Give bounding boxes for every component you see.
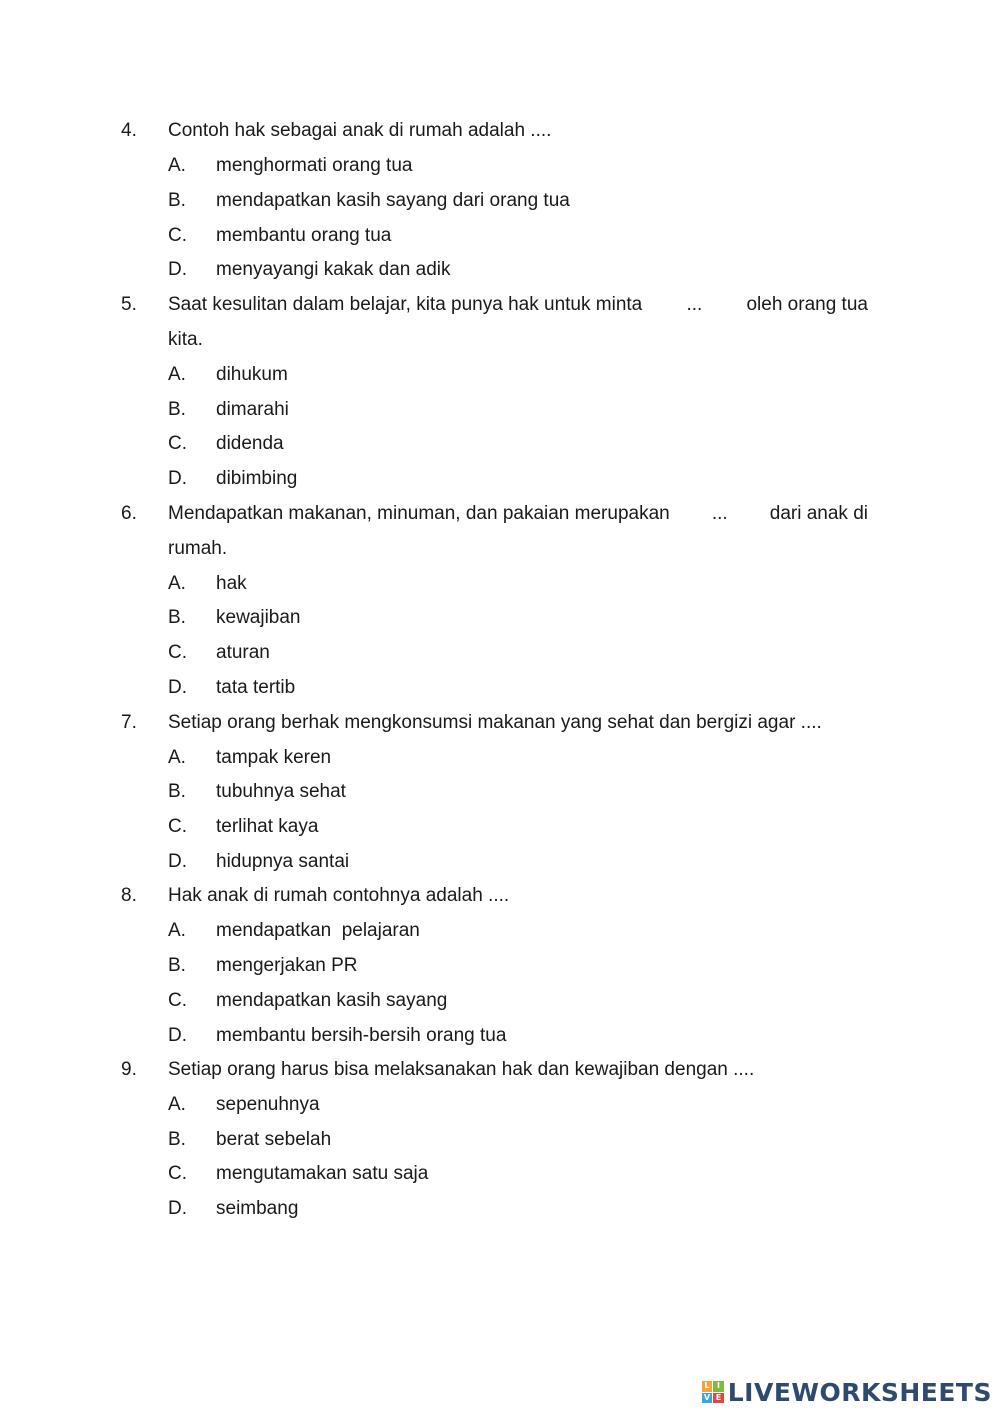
option-text: mendapatkan kasih sayang dari orang tua [216, 190, 570, 211]
logo-tile-l: L [702, 1381, 713, 1392]
option-letter: D. [168, 468, 187, 489]
option-letter: C. [168, 816, 187, 837]
option-text: mendapatkan kasih sayang [216, 990, 448, 1011]
option-text: hak [216, 573, 247, 594]
option-letter: D. [168, 851, 187, 872]
option-letter: B. [168, 190, 186, 211]
liveworksheets-logo [702, 1377, 992, 1407]
option-text: tampak keren [216, 747, 332, 768]
option-letter: D. [168, 1198, 187, 1219]
question-text-continuation: rumah. [168, 538, 228, 559]
option-text: menghormati orang tua [216, 155, 413, 176]
option-text: tata tertib [216, 677, 296, 698]
option-text: mendapatkan pelajaran [216, 920, 420, 941]
option-letter: C. [168, 225, 187, 246]
option-text: mengutamakan satu saja [216, 1163, 429, 1184]
option-text: berat sebelah [216, 1129, 332, 1150]
question-text-continuation: kita. [168, 329, 203, 350]
option-letter: B. [168, 955, 186, 976]
option-letter: A. [168, 920, 186, 941]
logo-tile-v: V [702, 1393, 713, 1404]
question-text-part: Saat kesulitan dalam belajar, kita punya hak untuk minta [168, 294, 643, 315]
question-blank: ... [686, 294, 703, 315]
option-text: membantu orang tua [216, 225, 392, 246]
logo-tile-e: E [713, 1393, 724, 1404]
option-letter: A. [168, 364, 186, 385]
option-letter: C. [168, 642, 187, 663]
question-number: 4. [121, 120, 137, 141]
option-text: kewajiban [216, 607, 301, 628]
question-number: 9. [121, 1059, 137, 1080]
option-letter: C. [168, 433, 187, 454]
option-letter: B. [168, 607, 186, 628]
question-text-part: oleh orang tua [746, 294, 868, 315]
question-number: 8. [121, 885, 137, 906]
option-text: didenda [216, 433, 284, 454]
question-text-part: Mendapatkan makanan, minuman, dan pakaian merupakan [168, 503, 670, 524]
question-text: Contoh hak sebagai anak di rumah adalah .... [168, 120, 552, 141]
option-text: dihukum [216, 364, 288, 385]
option-letter: C. [168, 1163, 187, 1184]
option-letter: B. [168, 1129, 186, 1150]
question-number: 5. [121, 294, 137, 315]
option-text: mengerjakan PR [216, 955, 358, 976]
option-text: seimbang [216, 1198, 299, 1219]
option-text: menyayangi kakak dan adik [216, 259, 451, 280]
question-blank: ... [711, 503, 728, 524]
option-text: sepenuhnya [216, 1094, 320, 1115]
option-text: terlihat kaya [216, 816, 319, 837]
option-text: membantu bersih-bersih orang tua [216, 1025, 507, 1046]
option-text: aturan [216, 642, 270, 663]
option-text: tubuhnya sehat [216, 781, 346, 802]
question-text [168, 497, 868, 532]
option-letter: B. [168, 399, 186, 420]
option-letter: A. [168, 747, 186, 768]
option-letter: C. [168, 990, 187, 1011]
liveworksheets-logo-icon [702, 1381, 724, 1403]
liveworksheets-logo-text: LIVEWORKSHEETS [727, 1377, 992, 1407]
question-text: Setiap orang harus bisa melaksanakan hak dan kewajiban dengan .... [168, 1059, 755, 1080]
option-letter: D. [168, 1025, 187, 1046]
option-letter: A. [168, 573, 186, 594]
option-letter: A. [168, 155, 186, 176]
question-text-part: dari anak di [769, 503, 868, 524]
question-number: 7. [121, 712, 137, 733]
question-number: 6. [121, 503, 137, 524]
option-text: hidupnya santai [216, 851, 350, 872]
question-text: Setiap orang berhak mengkonsumsi makanan yang sehat dan bergizi agar .... [168, 712, 822, 733]
option-letter: B. [168, 781, 186, 802]
option-text: dibimbing [216, 468, 298, 489]
option-letter: D. [168, 259, 187, 280]
question-text: Hak anak di rumah contohnya adalah .... [168, 885, 510, 906]
logo-tile-i: I [713, 1381, 724, 1392]
option-letter: D. [168, 677, 187, 698]
option-text: dimarahi [216, 399, 289, 420]
question-text [168, 288, 868, 323]
option-letter: A. [168, 1094, 186, 1115]
